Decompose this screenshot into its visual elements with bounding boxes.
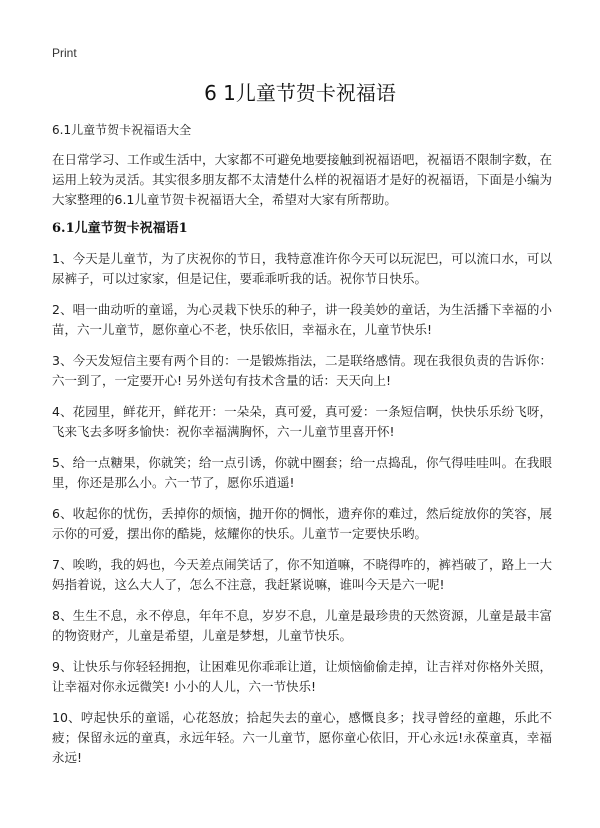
greeting-item: 4、花园里，鲜花开，鲜花开：一朵朵，真可爱，真可爱：一条短信啊，快快乐乐纷飞呀，飞来飞去多呀多愉快：祝你幸福满胸怀，六一儿童节里喜开怀! xyxy=(52,404,552,439)
greeting-item: 2、唱一曲动听的童谣，为心灵栽下快乐的种子，讲一段美妙的童话，为生活播下幸福的小苗，六一儿童节，愿你童心不老，快乐依旧，幸福永在，儿童节快乐! xyxy=(52,302,552,337)
greeting-list xyxy=(52,249,552,768)
greeting-item: 3、今天发短信主要有两个目的：一是锻炼指法，二是联络感情。现在我很负责的告诉你：六一到了，一定要开心! 另外送句有技术含量的话：天天向上! xyxy=(52,353,552,388)
greeting-item: 8、生生不息，永不停息，年年不息，岁岁不息，儿童是最珍贵的天然资源，儿童是最丰富的物资财产，儿童是希望，儿童是梦想，儿童节快乐。 xyxy=(52,608,552,643)
greeting-item: 10、哼起快乐的童谣，心花怒放；拾起失去的童心，感慨良多；找寻曾经的童趣，乐此不疲；保留永远的童真，永远年轻。六一儿童节，愿你童心依旧，开心永远!永葆童真，幸福永远! xyxy=(52,710,552,765)
document-body xyxy=(52,150,552,779)
greeting-item: 5、给一点糖果，你就笑；给一点引诱，你就中圈套；给一点捣乱，你气得哇哇叫。在我眼里，你还是那么小。六一节了，愿你乐逍遥! xyxy=(52,455,552,490)
greeting-item: 9、让快乐与你轻轻拥抱，让困难见你乖乖让道，让烦恼偷偷走掉，让吉祥对你格外关照，让幸福对你永远微笑! 小小的人儿，六一节快乐! xyxy=(52,659,552,694)
greeting-item: 6、收起你的忧伤，丢掉你的烦恼，抛开你的惆怅，遗弃你的难过，然后绽放你的笑容，展示你的可爱，摆出你的酷毙，炫耀你的快乐。儿童节一定要快乐哟。 xyxy=(52,506,552,541)
greeting-item: 7、唉哟，我的妈也，今天差点闹笑话了，你不知道嘛，不晓得咋的，裤裆破了，路上一大妈指着说，这么大人了，怎么不注意，我赶紧说嘛，谁叫今天是六一呢! xyxy=(52,557,552,592)
document-subtitle: 6.1儿童节贺卡祝福语大全 xyxy=(52,123,192,137)
section-heading: 6.1儿童节贺卡祝福语1 xyxy=(52,221,188,236)
page-title: 6 1儿童节贺卡祝福语 xyxy=(204,81,396,105)
intro-paragraph: 在日常学习、工作或生活中，大家都不可避免地要接触到祝福语吧，祝福语不限制字数，在运用上较为灵活。其实很多朋友都不太清楚什么样的祝福语才是好的祝福语，下面是小编为大家整理的6.1儿童节贺卡祝福语大全，希望对大家有所帮助。 xyxy=(52,152,553,207)
greeting-item: 1、今天是儿童节，为了庆祝你的节日，我特意准许你今天可以玩泥巴，可以流口水，可以尿裤子，可以过家家，但是记住，要乖乖听我的话。祝你节日快乐。 xyxy=(52,251,552,286)
print-link[interactable]: Print xyxy=(52,46,77,60)
